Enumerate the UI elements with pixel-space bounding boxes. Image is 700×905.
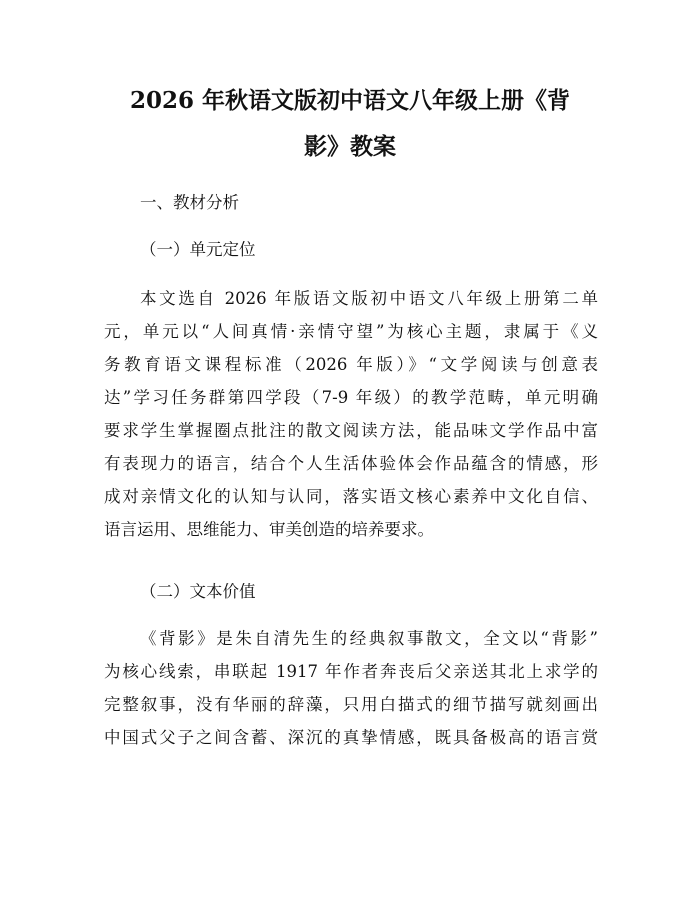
paragraph-line: 达”学习任务群第四学段（7-9 年级）的教学范畴，单元明确 <box>104 388 598 407</box>
paragraph-line: 《背影》是朱自清先生的经典叙事散文，全文以“背影” <box>140 629 598 648</box>
paragraph-line: 本文选自 2026 年版语文版初中语文八年级上册第二单 <box>140 289 598 308</box>
paragraph-line: 为核心线索，串联起 1917 年作者奔丧后父亲送其北上求学的 <box>104 662 598 681</box>
subsection-heading-text-value: （二）文本价值 <box>140 582 256 601</box>
paragraph-line: 中国式父子之间含蓄、深沉的真挚情感，既具备极高的语言赏 <box>104 728 598 747</box>
document-title-line-1: 2026 年秋语文版初中语文八年级上册《背 <box>129 87 571 114</box>
paragraph-line: 有表现力的语言，结合个人生活体验体会作品蕴含的情感，形 <box>104 454 598 473</box>
paragraph-line: 成对亲情文化的认知与认同，落实语文核心素养中文化自信、 <box>104 487 598 506</box>
subsection-heading-unit-positioning: （一）单元定位 <box>140 240 256 259</box>
paragraph-line: 务教育语文课程标准（2026 年版）》“文学阅读与创意表 <box>104 355 598 374</box>
paragraph-line: 完整叙事，没有华丽的辞藻，只用白描式的细节描写就刻画出 <box>104 695 598 714</box>
paragraph-line: 要求学生掌握圈点批注的散文阅读方法，能品味文学作品中富 <box>104 421 598 440</box>
paragraph-line: 语言运用、思维能力、审美创造的培养要求。 <box>104 520 434 539</box>
section-heading-textbook-analysis: 一、教材分析 <box>140 193 239 212</box>
paragraph-line: 元，单元以“人间真情·亲情守望”为核心主题，隶属于《义 <box>104 322 598 341</box>
document-title-line-2: 影》教案 <box>304 133 396 160</box>
